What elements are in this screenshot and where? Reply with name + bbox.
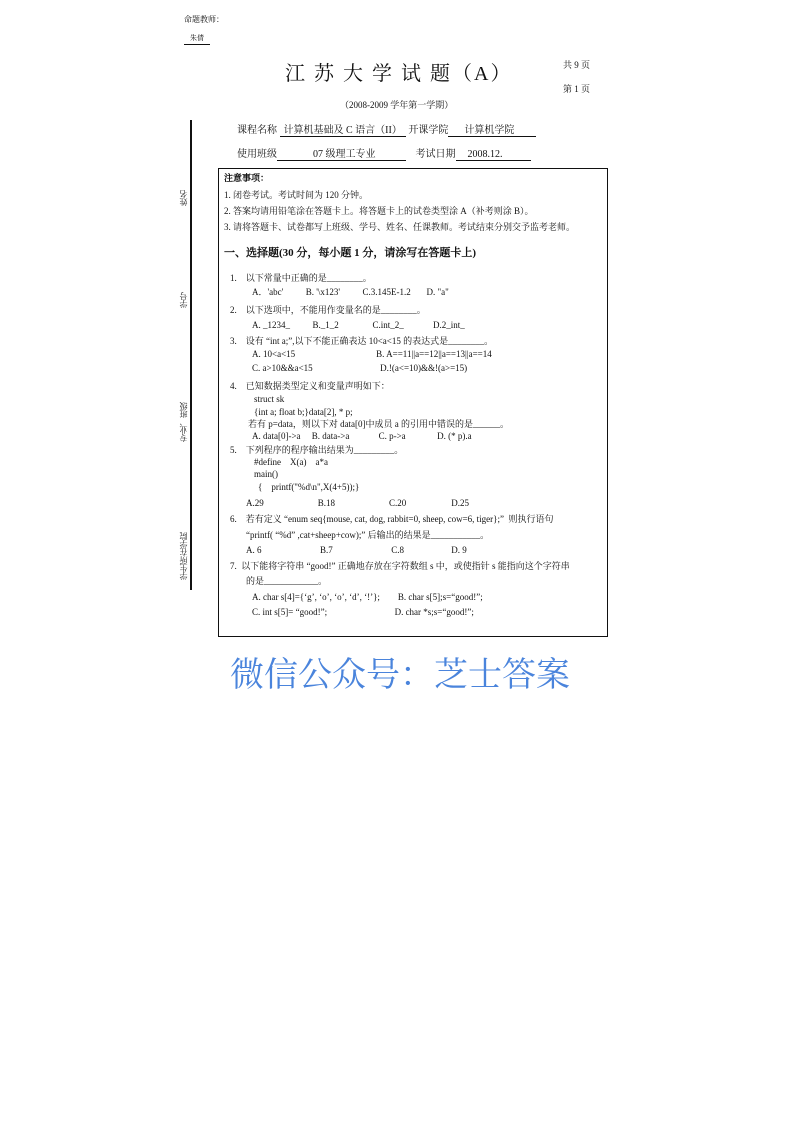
question-line: 6. 若有定义 “enum seq{mouse, cat, dog, rabbit=0, sheep, cow=6, tiger};” 则执行语句 [230,514,554,524]
question-line: A. _1234_ B._1_2 C.int_2_ D.2_int_ [252,320,465,330]
question-line: main() [254,469,278,479]
term: （2008-2009 学年第一学期） [340,100,454,110]
notes-title: 注意事项： [224,173,270,183]
teacher-name: 朱倩 [184,33,210,45]
class-label: 使用班级 [237,149,277,160]
note-3: 3. 请将答题卡、试卷都写上班级、学号、姓名、任课教师。考试结束分别交予监考老师。 [224,222,576,232]
question-line: 4. 已知数据类型定义和变量声明如下： [230,381,390,391]
total-pages: 共 9 页 [563,60,591,70]
side-id: 学号 [179,292,188,308]
question-line: 2. 以下选项中，不能用作变量名的是________。 [230,305,426,315]
watermark: 微信公众号：芝士答案 [230,655,570,695]
question-line: C. int s[5]= “good!”; D. char *s;s=“good!”; [252,607,474,617]
question-line: #define X(a) a*a [254,457,328,467]
question-line: 若有 p=data，则以下对 data[0]中成员 a 的引用中错误的是______。 [248,419,510,429]
question-line: A. 6 B.7 C.8 D. 9 [246,545,467,555]
note-1: 1. 闭卷考试。考试时间为 120 分钟。 [224,190,369,200]
question-line: 5. 下列程序的程序输出结果为_________。 [230,445,404,455]
question-line: {int a; float b;}data[2], * p; [254,407,353,417]
question-line: 1. 以下常量中正确的是________。 [230,273,372,283]
side-major: 专业、班级 [179,402,188,442]
question-line: 3. 设有 “int a;”,以下不能正确表达 10<a<15 的表达式是________。 [230,336,494,346]
section-heading: 一、选择题(30 分，每小题 1 分，请涂写在答题卡上) [224,247,477,259]
class-row [237,149,531,161]
college-label: 开课学院 [408,125,449,136]
question-line: 7. 以下能将字符串 “good!” 正确地存放在字符数组 s 中，或使指针 s 能指向这个字符串 [230,561,570,571]
question-line: { printf("%d\n",X(4+5));} [258,482,360,492]
course-label: 课程名称 [237,125,277,136]
page-number: 第 1 页 [563,84,591,94]
question-line: A.29 B.18 C.20 D.25 [246,498,470,508]
question-line: A. data[0]->a B. data->a C. p->a D. (* p).a [252,431,472,441]
note-2: 2. 答案均请用铅笔涂在答题卡上。将答题卡上的试卷类型涂 A（补考则涂 B）。 [224,206,534,216]
question-line: A. 10<a<15 B. A==11||a==12||a==13||a==14 [252,349,492,359]
college-value: 计算机学院 [448,125,536,137]
page-title: 江 苏 大 学 试 题（A） [285,63,513,85]
question-line: “printf( “%d” ,cat+sheep+cow);” 后输出的结果是___________。 [246,530,490,540]
course-row [237,125,536,137]
side-school: 学生所在学院 [179,532,188,580]
binding-line [190,120,192,590]
side-name: 姓名 [179,190,188,206]
teacher-label: 命题教师： [184,15,224,24]
question-line: C. a>10&&a<15 D.!(a<=10)&&!(a>=15) [252,363,468,373]
question-line: A. char s[4]={‘g’, ‘o’, ‘o’, ‘d’, ‘!’}; B. char s[5];s=“good!”; [252,592,483,602]
course-value: 计算机基础及 C 语言（II） [280,125,406,137]
date-value: 2008.12. [456,149,531,161]
date-label: 考试日期 [415,149,456,160]
question-line: struct sk [254,394,285,404]
question-line: A．'abc' B. '\x123' C.3.145E-1.2 D. "a" [252,287,449,297]
question-line: 的是____________。 [246,576,328,586]
class-value: 07 级理工专业 [277,149,406,161]
